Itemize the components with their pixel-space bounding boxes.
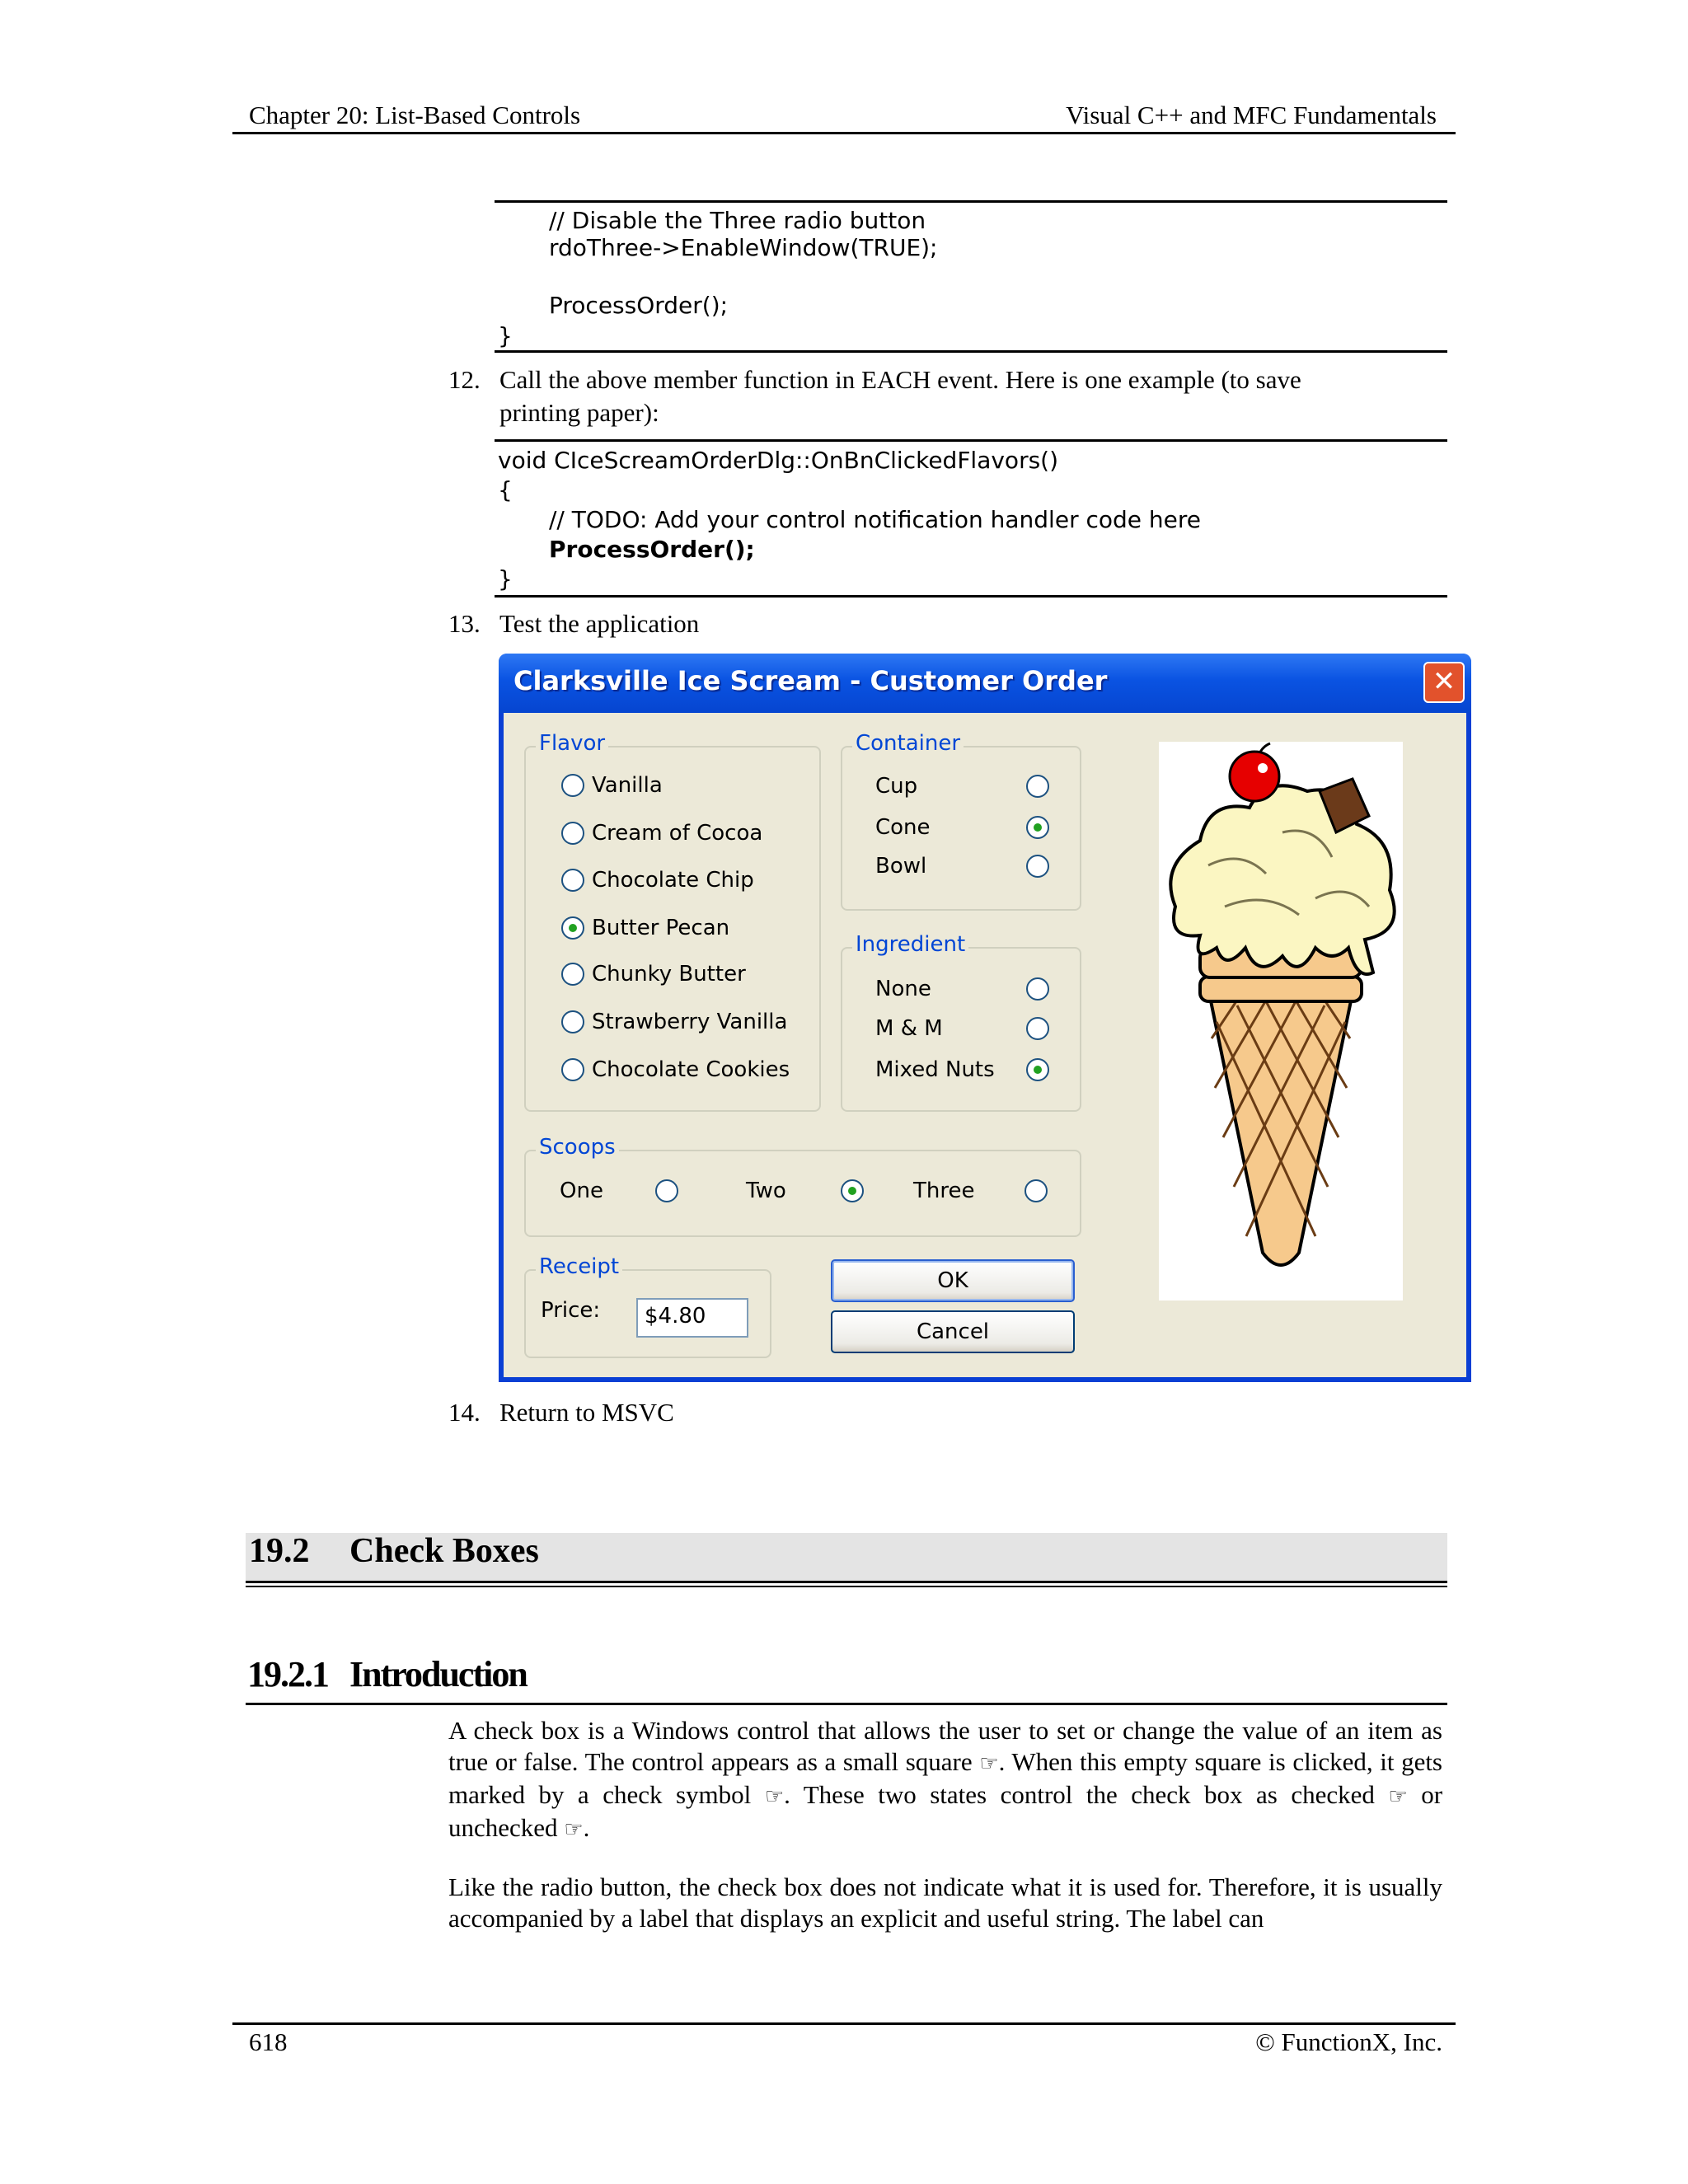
ingredient-label-m-and-m: M & M (875, 1016, 943, 1041)
step-12-line-1: Call the above member function in EACH event. Here is one example (to save (499, 365, 1301, 394)
step-13-number: 13. (448, 609, 481, 638)
ingredient-label-mixed-nuts: Mixed Nuts (875, 1057, 995, 1082)
code-process-order: ProcessOrder(); (549, 292, 729, 319)
code-function-signature: void CIceScreamOrderDlg::OnBnClickedFlavors() (498, 447, 1059, 474)
ingredient-radio-mixed-nuts[interactable] (1026, 1058, 1049, 1081)
pointing-hand-icon: ☞ (764, 1784, 785, 1809)
code-process-order-call: ProcessOrder(); (549, 536, 755, 563)
pointing-hand-icon: ☞ (1388, 1784, 1408, 1809)
ingredient-radio-none[interactable] (1026, 977, 1049, 1001)
subsection-title: Introduction (349, 1654, 527, 1694)
flavor-radio-butter-pecan[interactable] (561, 916, 584, 940)
flavor-radio-chunky-butter[interactable] (561, 963, 584, 986)
paragraph-check-box-intro (448, 1715, 1442, 1845)
price-label: Price: (541, 1298, 601, 1323)
section-rule-1 (246, 1581, 1447, 1583)
code-open-brace: { (498, 476, 513, 504)
receipt-group-title: Receipt (536, 1254, 622, 1279)
container-label-bowl: Bowl (875, 854, 927, 879)
ok-button[interactable]: OK (831, 1259, 1075, 1302)
step-12-number: 12. (448, 365, 481, 394)
code-close-brace-2: } (498, 565, 513, 593)
code-todo-comment: // TODO: Add your control notification handler code here (549, 506, 1201, 533)
flavor-label-chocolate-chip: Chocolate Chip (592, 868, 754, 893)
container-radio-cone[interactable] (1026, 816, 1049, 839)
pointing-hand-icon: ☞ (564, 1817, 584, 1842)
header-rule (232, 132, 1456, 134)
cancel-button[interactable]: Cancel (831, 1310, 1075, 1353)
scoops-radio-three[interactable] (1025, 1179, 1048, 1202)
container-radio-cup[interactable] (1026, 775, 1049, 798)
flavor-label-chocolate-cookies: Chocolate Cookies (592, 1057, 790, 1082)
header-chapter: Chapter 20: List-Based Controls (249, 101, 581, 129)
paragraph-1-part-d: or unchecked (448, 1780, 1443, 1842)
close-icon[interactable]: ✕ (1423, 662, 1465, 703)
flavor-radio-chocolate-cookies[interactable] (561, 1058, 584, 1081)
flavor-label-vanilla: Vanilla (592, 773, 663, 798)
flavor-label-strawberry-vanilla: Strawberry Vanilla (592, 1010, 788, 1034)
code-block-1-bottom-rule (495, 350, 1447, 353)
code-block-2-bottom-rule (495, 595, 1447, 598)
paragraph-1-part-c: . These two states control the check box as checked (784, 1780, 1375, 1809)
paragraph-1-part-a: A check box is a Windows control that allows the user to set or change the value of an item as true or false. The control appears as a small square (448, 1716, 1442, 1776)
scoops-radio-one[interactable] (655, 1179, 678, 1202)
section-rule-2 (246, 1586, 1447, 1587)
code-close-brace: } (498, 322, 513, 349)
code-block-2-top-rule (495, 439, 1447, 442)
ingredient-group-title: Ingredient (852, 932, 968, 957)
step-12-line-2: printing paper): (499, 398, 659, 427)
dialog-title-bar (499, 654, 1471, 713)
flavor-label-chunky-butter: Chunky Butter (592, 962, 746, 987)
dialog-client-area (504, 713, 1466, 1377)
code-block-1-top-rule (495, 200, 1447, 203)
flavor-radio-vanilla[interactable] (561, 774, 584, 797)
step-14-number: 14. (448, 1398, 481, 1427)
subsection-number: 19.2.1 (247, 1654, 328, 1694)
section-title: Check Boxes (349, 1532, 539, 1570)
container-group-title: Container (852, 731, 964, 756)
flavor-radio-strawberry-vanilla[interactable] (561, 1010, 584, 1033)
subsection-rule (246, 1703, 1447, 1705)
header-book-title: Visual C++ and MFC Fundamentals (1066, 101, 1437, 129)
flavor-radio-chocolate-chip[interactable] (561, 869, 584, 892)
step-13-text: Test the application (499, 609, 700, 638)
ingredient-radio-m-and-m[interactable] (1026, 1017, 1049, 1040)
step-14-text: Return to MSVC (499, 1398, 674, 1427)
container-label-cup: Cup (875, 774, 918, 799)
paragraph-1-part-e: . (583, 1813, 590, 1842)
footer-page-number: 618 (249, 2027, 288, 2056)
ice-cream-cone-picture (1159, 742, 1403, 1301)
container-radio-bowl[interactable] (1026, 855, 1049, 878)
footer-copyright: © FunctionX, Inc. (1255, 2027, 1442, 2056)
paragraph-1-part-b: . When this empty square is clicked, it gets marked by a check symbol (448, 1747, 1443, 1809)
footer-rule (232, 2022, 1456, 2025)
scoops-group (524, 1135, 1081, 1237)
scoops-radio-two[interactable] (841, 1179, 864, 1202)
code-enable-window: rdoThree->EnableWindow(TRUE); (549, 234, 938, 261)
pointing-hand-icon: ☞ (979, 1751, 999, 1776)
paragraph-check-box-label: Like the radio button, the check box does not indicate what it is used for. Therefore, it is usually accompanied by a label that displays an explicit and useful string. The label can (448, 1872, 1442, 1933)
section-number: 19.2 (249, 1532, 310, 1570)
flavor-label-butter-pecan: Butter Pecan (592, 916, 730, 940)
dialog-title: Clarksville Ice Scream - Customer Order (513, 665, 1108, 696)
flavor-group-title: Flavor (536, 731, 608, 756)
scoops-label-one: One (560, 1179, 603, 1203)
price-field[interactable]: $4.80 (636, 1298, 748, 1338)
scoops-group-title: Scoops (536, 1135, 619, 1160)
scoops-label-two: Two (746, 1179, 786, 1203)
scoops-label-three: Three (913, 1179, 975, 1203)
flavor-label-cream-of-cocoa: Cream of Cocoa (592, 821, 763, 846)
ice-cream-cone-icon (1159, 742, 1403, 1301)
ingredient-label-none: None (875, 977, 931, 1001)
flavor-radio-cream-of-cocoa[interactable] (561, 822, 584, 845)
customer-order-dialog (499, 654, 1471, 1382)
code-comment-disable: // Disable the Three radio button (549, 207, 926, 234)
container-label-cone: Cone (875, 815, 931, 840)
